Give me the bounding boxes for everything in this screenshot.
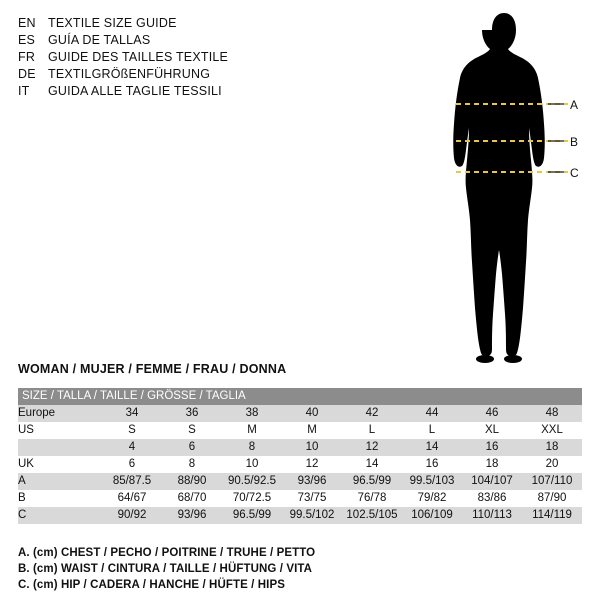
language-row (18, 67, 348, 84)
cell: 34 (102, 405, 162, 422)
row-label: A (18, 473, 102, 490)
cell: 73/75 (282, 490, 342, 507)
row-label: Europe (18, 405, 102, 422)
table-row (18, 422, 582, 439)
cell: 114/119 (522, 507, 582, 524)
table-header-row (18, 388, 582, 405)
table-row (18, 507, 582, 524)
cell: S (162, 422, 222, 439)
cell: 85/87.5 (102, 473, 162, 490)
row-label: UK (18, 456, 102, 473)
cell: 99.5/102 (282, 507, 342, 524)
cell: 106/109 (402, 507, 462, 524)
cell: XXL (522, 422, 582, 439)
language-code: IT (18, 84, 30, 98)
cell: 40 (282, 405, 342, 422)
cell: 46 (462, 405, 522, 422)
legend-row-a: A. (cm) CHEST / PECHO / POITRINE / TRUHE / PETTO (18, 547, 316, 559)
language-row (18, 84, 348, 101)
cell: XL (462, 422, 522, 439)
cell: 93/96 (162, 507, 222, 524)
cell: 6 (162, 439, 222, 456)
cell: 42 (342, 405, 402, 422)
cell: 12 (342, 439, 402, 456)
cell: 10 (282, 439, 342, 456)
legend-row-c: C. (cm) HIP / CADERA / HANCHE / HÜFTE / HIPS (18, 579, 286, 591)
cell: M (222, 422, 282, 439)
language-code: FR (18, 50, 36, 64)
cell: 110/113 (462, 507, 522, 524)
cell: 96.5/99 (222, 507, 282, 524)
table-header-label: SIZE / TALLA / TAILLE / GRÖSSE / TAGLIA (18, 388, 582, 405)
cell: 76/78 (342, 490, 402, 507)
cell: 83/86 (462, 490, 522, 507)
cell: 68/70 (162, 490, 222, 507)
table-row (18, 456, 582, 473)
cell: 10 (222, 456, 282, 473)
cell: 107/110 (522, 473, 582, 490)
female-silhouette-figure (430, 8, 590, 368)
table-row (18, 490, 582, 507)
cell: S (102, 422, 162, 439)
cell: 87/90 (522, 490, 582, 507)
language-row (18, 50, 348, 67)
cell: 79/82 (402, 490, 462, 507)
callout-label-a: A (570, 98, 579, 112)
cell: L (342, 422, 402, 439)
cell: 6 (102, 456, 162, 473)
language-code: ES (18, 33, 36, 47)
cell: 4 (102, 439, 162, 456)
cell: 90.5/92.5 (222, 473, 282, 490)
language-title: GUÍA DE TALLAS (48, 33, 151, 47)
cell: 18 (462, 456, 522, 473)
cell: 8 (162, 456, 222, 473)
cell: 8 (222, 439, 282, 456)
cell: 104/107 (462, 473, 522, 490)
cell: M (282, 422, 342, 439)
callout-label-c: C (570, 166, 579, 180)
cell: 38 (222, 405, 282, 422)
cell: 14 (402, 439, 462, 456)
language-title: TEXTILE SIZE GUIDE (48, 16, 177, 30)
cell: 20 (522, 456, 582, 473)
cell: 90/92 (102, 507, 162, 524)
cell: 102.5/105 (342, 507, 402, 524)
cell: 16 (402, 456, 462, 473)
language-title-list (18, 16, 348, 101)
cell: 18 (522, 439, 582, 456)
row-label: US (18, 422, 102, 439)
cell: 48 (522, 405, 582, 422)
cell: 16 (462, 439, 522, 456)
cell: 14 (342, 456, 402, 473)
table-row (18, 473, 582, 490)
cell: 64/67 (102, 490, 162, 507)
table-row (18, 405, 582, 422)
measurement-legend (18, 545, 558, 593)
callout-label-b: B (570, 135, 579, 149)
silhouette-icon (430, 8, 590, 368)
cell: 99.5/103 (402, 473, 462, 490)
cell: L (402, 422, 462, 439)
language-code: DE (18, 67, 36, 81)
cell: 96.5/99 (342, 473, 402, 490)
language-row (18, 16, 348, 33)
cell: 88/90 (162, 473, 222, 490)
size-table (18, 388, 582, 524)
section-title: WOMAN / MUJER / FEMME / FRAU / DONNA (18, 362, 287, 376)
cell: 12 (282, 456, 342, 473)
row-label (18, 439, 102, 456)
language-title: GUIDA ALLE TAGLIE TESSILI (48, 84, 222, 98)
language-row (18, 33, 348, 50)
language-title: GUIDE DES TAILLES TEXTILE (48, 50, 229, 64)
row-label: C (18, 507, 102, 524)
cell: 44 (402, 405, 462, 422)
cell: 36 (162, 405, 222, 422)
row-label: B (18, 490, 102, 507)
table-row (18, 439, 582, 456)
legend-row-b: B. (cm) WAIST / CINTURA / TAILLE / HÜFTUNG / VITA (18, 563, 313, 575)
language-title: TEXTILGRÖßENFÜHRUNG (48, 67, 211, 81)
cell: 70/72.5 (222, 490, 282, 507)
language-code: EN (18, 16, 36, 30)
cell: 93/96 (282, 473, 342, 490)
